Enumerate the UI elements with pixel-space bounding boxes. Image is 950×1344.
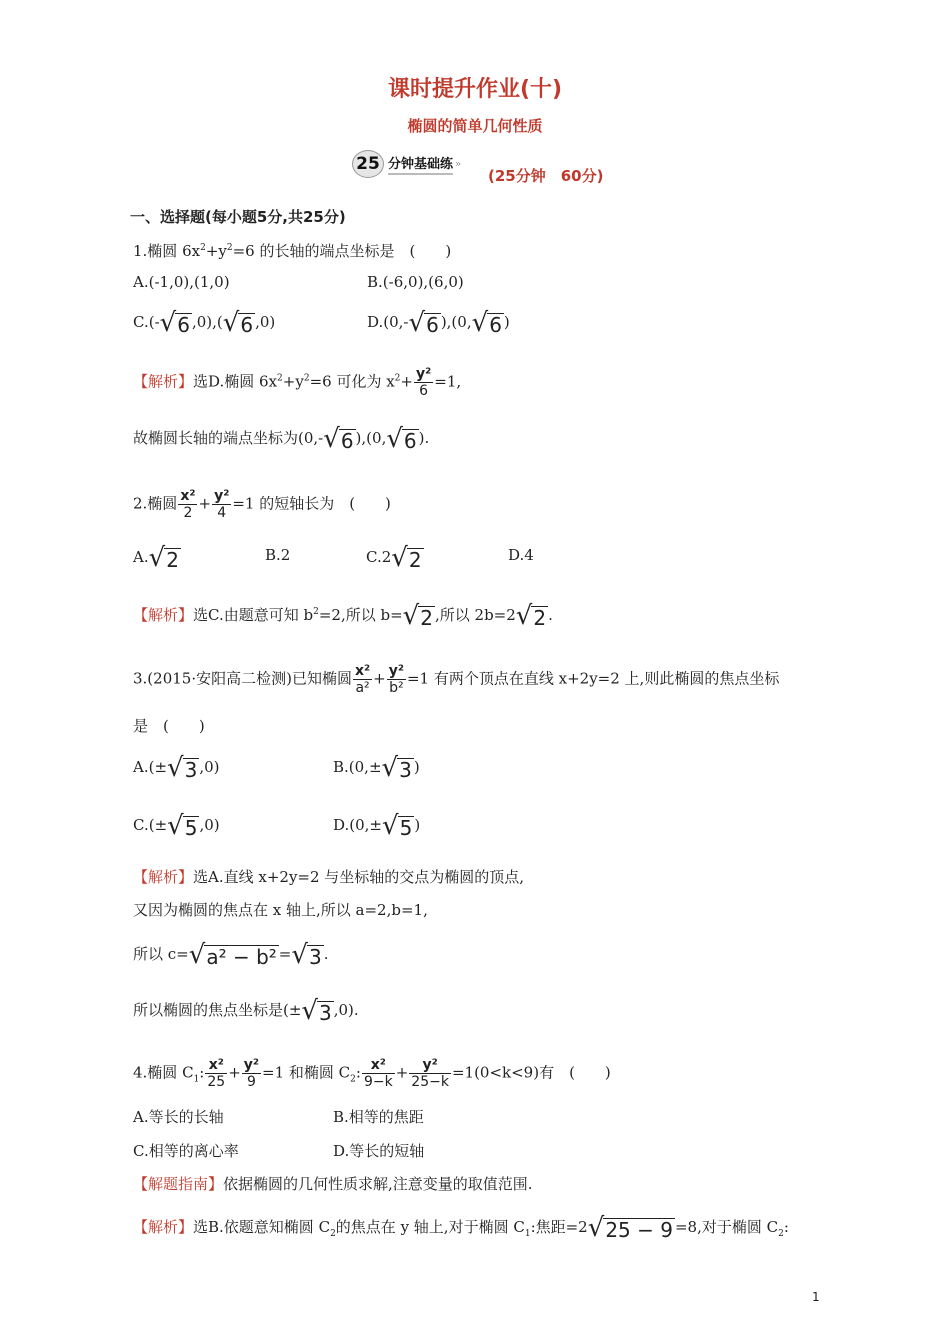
q3-option-b: B.(0,± √ 3 ) (333, 753, 420, 783)
analysis-tag: 【解析】 (133, 606, 194, 624)
sqrt-2: √ 2 (391, 543, 422, 573)
q3-stem-2: 是 ( ) (133, 717, 205, 735)
sqrt-6: √ 6 (386, 424, 417, 454)
q3-option-a: A.(± √ 3 ,0) (133, 753, 220, 783)
sqrt-6: √ 6 (159, 308, 190, 338)
page-subtitle: 椭圆的简单几何性质 (407, 117, 543, 135)
analysis-tag: 【解析】 (133, 1218, 194, 1236)
q1-option-b: B.(-6,0),(6,0) (367, 273, 464, 291)
sqrt-5: √ 5 (382, 811, 413, 841)
q3-analysis-1: 【解析】选A.直线 x+2y=2 与坐标轴的交点为椭圆的顶点, (133, 868, 525, 886)
q3-stem: 3.(2015·安阳高二检测)已知椭圆 $\frac{\text{x²}}{\text{a²}}$ + $\frac{\text{y²}}{\text{b²}}$ =1 有两个顶点在直线 x+2y=2 上,则此椭圆的焦点坐标 (133, 663, 780, 696)
q4-analysis: 【解析】选B.依题意知椭圆 $C_2$的焦点在 y 轴上,对于椭圆 $C_1$:焦距=2 √ 25 − 9 =8,对于椭圆 $C_2$: (133, 1213, 789, 1243)
fraction: $\frac{\text{y²}}{\text{b²}}$ (388, 663, 404, 696)
sqrt-a2-b2: √ a² − b² (188, 940, 277, 970)
q4-option-a: A.等长的长轴 (133, 1108, 224, 1126)
q1-analysis-2: 故椭圆长轴的端点坐标为(0,- √ 6 ),(0, √ 6 ). (133, 424, 430, 454)
q2-option-a: A. √ 2 (133, 543, 179, 573)
q4-option-d: D.等长的短轴 (333, 1142, 425, 1160)
sqrt-6: √ 6 (323, 424, 354, 454)
badge-text: 分钟基础练 (388, 153, 453, 175)
sqrt-2: √ 2 (148, 543, 179, 573)
timing-label: (25分钟 60分) (488, 167, 604, 185)
fraction: $\frac{\text{x²}}{9-k}$ (363, 1057, 393, 1090)
q2-option-d: D.4 (508, 546, 534, 564)
badge-arrow-icon: » (455, 158, 462, 170)
page-number: 1 (812, 1290, 820, 1304)
q4-option-b: B.相等的焦距 (333, 1108, 424, 1126)
q3-option-c: C.(± √ 5 ,0) (133, 811, 220, 841)
q1-option-d: D.(0,- √ 6 ),(0, √ 6 ) (367, 308, 510, 338)
q1-analysis: 【解析】选D.椭圆 $6x^2+y^2=6$ 可化为 $x^2+$ $\frac{\text{y²}}{6}$ =1, (133, 366, 462, 399)
badge-number: 25 (352, 150, 384, 178)
fraction: $\frac{\text{y²}}{4}$ (214, 488, 230, 521)
fraction: $\frac{\text{x²}}{\text{a²}}$ (354, 663, 371, 696)
sqrt-3: √ 3 (167, 753, 198, 783)
sqrt-3: √ 3 (291, 940, 322, 970)
q1-stem: 1.椭圆 $6x^2+y^2=6$ 的长轴的端点坐标是 ( ) (133, 242, 452, 260)
fraction: $\frac{\text{x²}}{25}$ (207, 1057, 226, 1090)
sqrt-6: √ 6 (471, 308, 502, 338)
sqrt-2: √ 2 (515, 601, 547, 631)
q3-analysis-2: 又因为椭圆的焦点在 x 轴上,所以 a=2,b=1, (133, 901, 428, 919)
q4-guide: 【解题指南】依据椭圆的几何性质求解,注意变量的取值范围. (133, 1175, 533, 1193)
q3-option-d: D.(0,± √ 5 ) (333, 811, 421, 841)
q3-analysis-4: 所以椭圆的焦点坐标是(± √ 3 ,0). (133, 996, 359, 1026)
sqrt-25-9: √ 25 − 9 (587, 1213, 673, 1243)
section-heading: 一、选择题(每小题5分,共25分) (130, 208, 346, 226)
sqrt-5: √ 5 (167, 811, 198, 841)
q4-stem: 4.椭圆 $C_1$: $\frac{\text{x²}}{25}$ + $\frac{\text{y²}}{9}$ =1 和椭圆 $C_2$: $\frac{\text{x²}}{9-k}$ + $\frac{\text{y²}}{25-k}$ =1(0<k<9)有 ( ) (133, 1057, 611, 1090)
q2-option-c: C.2 √ 2 (366, 543, 422, 573)
sqrt-2: √ 2 (402, 601, 433, 631)
q2-analysis: 【解析】选C.由题意可知 $b^2=2$,所以 b= √ 2 ,所以 2b=2 √ 2 . (133, 601, 553, 631)
fraction: $\frac{\text{y²}}{6}$ (415, 366, 432, 399)
time-badge (352, 150, 461, 178)
q2-stem: 2.椭圆 $\frac{\text{x²}}{2}$ + $\frac{\text{y²}}{4}$ =1 的短轴长为 ( ) (133, 488, 391, 521)
fraction: $\frac{\text{x²}}{2}$ (180, 488, 196, 521)
q3-analysis-3: 所以 c= √ a² − b² = √ 3 . (133, 940, 329, 970)
fraction: $\frac{\text{y²}}{9}$ (243, 1057, 260, 1090)
fraction: $\frac{\text{y²}}{25-k}$ (411, 1057, 449, 1090)
sqrt-6: √ 6 (222, 308, 254, 338)
sqrt-3: √ 3 (301, 996, 332, 1026)
sqrt-3: √ 3 (381, 753, 412, 783)
analysis-tag: 【解析】 (133, 372, 194, 391)
q4-option-c: C.相等的离心率 (133, 1142, 239, 1160)
page-title: 课时提升作业(十) (387, 77, 563, 102)
q1-option-a: A.(-1,0),(1,0) (133, 273, 230, 291)
q1-option-c: C.(- √ 6 ,0),( √ 6 ,0) (133, 308, 276, 338)
analysis-tag: 【解析】 (133, 868, 194, 886)
q2-option-b: B.2 (265, 546, 291, 564)
guide-tag: 【解题指南】 (133, 1175, 224, 1193)
sqrt-6: √ 6 (408, 308, 439, 338)
